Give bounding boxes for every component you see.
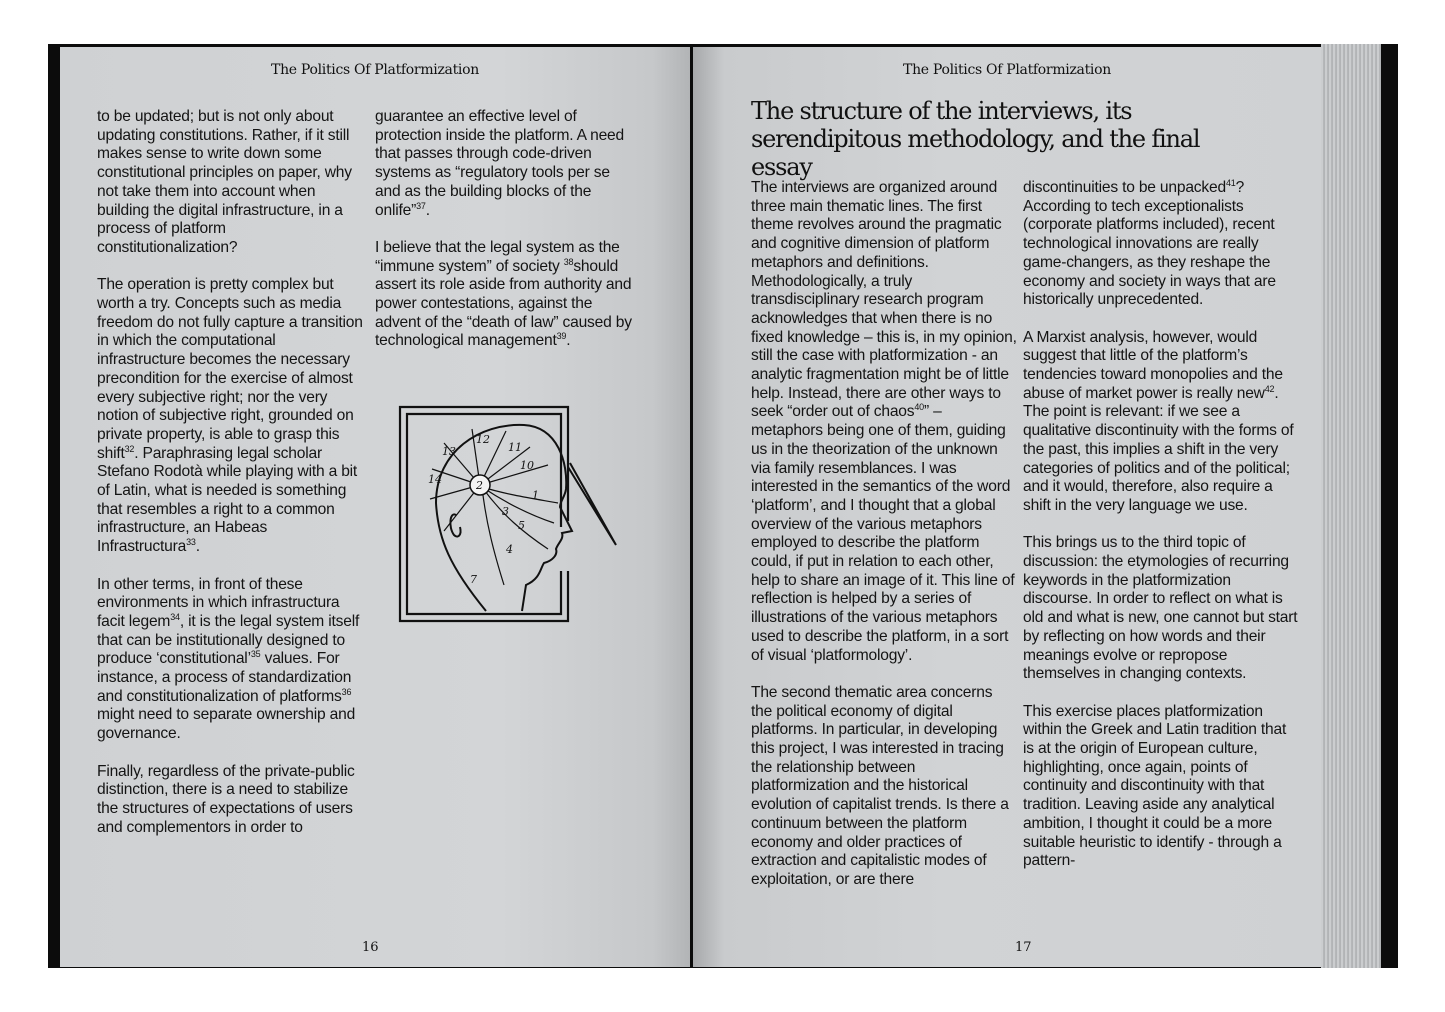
diagram-number: 10 bbox=[520, 459, 534, 472]
running-head-right: The Politics Of Platformization bbox=[903, 62, 1111, 78]
diagram-number: 1 bbox=[532, 489, 539, 502]
page-edges bbox=[1321, 44, 1381, 968]
right-column-1 bbox=[751, 179, 1017, 908]
paragraph: The second thematic area concerns the political economy of digital platforms. In particular, in developing this project, I was interested in tracing the relationship between platformization and the historical evolution of capitalist trends. Is there a continuum between the platform economy and older practices of extraction and capitalistic modes of exploitation, or are there bbox=[751, 683, 1009, 888]
footnote-ref: 39 bbox=[556, 331, 567, 342]
footnote-ref: 33 bbox=[186, 536, 196, 547]
diagram-number: 2 bbox=[476, 479, 483, 492]
footnote-ref: 32 bbox=[124, 443, 135, 454]
paragraph: A Marxist analysis, however, would suggest that little of the platform’s tendencies toward monopolies and the abuse of market power is really new$^{42}$. The point is relevant: if we see a qualitative discontinuity with the forms of the past, this implies a shift in the very categories of politics and of the political; and it would, therefore, also require a shift in the very language we use. bbox=[1023, 328, 1294, 514]
paragraph: This brings us to the third topic of discussion: the etymologies of recurring keywords in the platformization discourse. In order to reflect on what is old and what is new, one cannot but start by reflecting on how words and their meanings evolve or repropose themselves in changing contexts. bbox=[1023, 534, 1298, 683]
paragraph: discontinuities to be unpacked$^{41}$? According to tech exceptionalists (corporate platforms included), recent technological innovations are really game-changers, as they reshape the economy and society in ways that are historically unprecedented. bbox=[1023, 177, 1276, 309]
diagram-number: 13 bbox=[442, 445, 456, 458]
footnote-ref: 34 bbox=[170, 611, 180, 622]
diagram-number: 5 bbox=[518, 519, 525, 532]
footnote-ref: 40 bbox=[914, 402, 924, 413]
left-column-1 bbox=[97, 108, 365, 856]
paragraph: The operation is pretty complex but worth a try. Concepts such as media freedom do not fully capture a transition in which the computational infrastructure becomes the necessary precondition for the exercise of almost every subjective right; nor the very notion of subjective right, grounded on private property, is able to grasp this shift$^{32}$. Paraphrasing legal scholar Stefano Rodotà while playing with a bit of Latin, what is needed is something that resembles a right to a common infrastructure, an Habeas Infrastructura$^{33}$. bbox=[97, 276, 363, 556]
footnote-ref: 38 bbox=[563, 256, 574, 267]
open-book bbox=[48, 44, 1398, 968]
footnote-ref: 36 bbox=[341, 686, 352, 697]
paragraph: This exercise places platformization within the Greek and Latin tradition that is at the origin of European culture, highlighting, once again, points of continuity and discontinuity with that tradition. Leaving aside any analytical ambition, I thought it could be a more suitable heuristic to identify - through a pattern- bbox=[1023, 702, 1287, 870]
running-head-left: The Politics Of Platformization bbox=[271, 62, 479, 78]
paragraph: I believe that the legal system as the “immune system” of society $^{38}$should assert its role aside from authority and power contestations, against the advent of the “death of law” caused by technological management$^{39}$. bbox=[375, 238, 632, 350]
footnote-ref: 42 bbox=[1264, 383, 1275, 394]
paragraph: guarantee an effective level of protection inside the platform. A need that passes through code-driven systems as “regulatory tools per se and as the building blocks of the onlife”$^{37}$. bbox=[375, 108, 624, 219]
footnote-ref: 35 bbox=[250, 649, 261, 660]
page-number-left: 16 bbox=[362, 940, 379, 955]
diagram-number: 3 bbox=[502, 505, 509, 518]
paragraph: The interviews are organized around three main thematic lines. The first theme revolves around the pragmatic and cognitive dimension of platform metaphors and definitions. Methodologically, a truly transdisciplinary research program acknowledges that when there is no fixed knowledge – this is, in my opinion, still the case with platformization - an analytic fragmentation might be of little help. Instead, there are other ways to seek “order out of chaos$^{40}$” – metaphors being one of them, guiding us in the theorization of the unknown via family resemblances. I was interested in the semantics of the word ‘platform’, and I thought that a global overview of the various metaphors employed to describe the platform could, if put in relation to each other, help to share an image of it. This line of reflection is helped by a series of illustrations of the various metaphors used to describe the platform, in a sort of visual ‘platformology’. bbox=[751, 179, 1017, 664]
head-diagram-illustration bbox=[398, 403, 622, 635]
diagram-number: 4 bbox=[506, 543, 513, 556]
page-number-right: 17 bbox=[1015, 940, 1032, 955]
right-page bbox=[693, 47, 1321, 967]
section-heading: The structure of the interviews, its serendipitous methodology, and the final essay bbox=[751, 97, 1200, 181]
paragraph: In other terms, in front of these environments in which infrastructura facit legem$^{34}$, it is the legal system itself that can be institutionally designed to produce ‘constitutional’$^{35}$ values. For instance, a process of standardization and constitutionalization of platforms$^{36}$ might need to separate ownership and governance. bbox=[97, 575, 360, 743]
left-column-2 bbox=[375, 108, 639, 370]
diagram-number: 14 bbox=[428, 473, 442, 486]
right-column-2 bbox=[1023, 179, 1301, 890]
diagram-number: 7 bbox=[470, 573, 477, 586]
paragraph: Finally, regardless of the private-public distinction, there is a need to stabilize the structures of expectations of users and complementors in order to bbox=[97, 762, 355, 836]
footnote-ref: 37 bbox=[416, 200, 426, 211]
footnote-ref: 41 bbox=[1225, 177, 1236, 188]
diagram-number: 12 bbox=[476, 433, 490, 446]
paragraph: to be updated; but is not only about updating constitutions. Rather, if it still makes sense to write down some constitutional principles on paper, why not take them into account when building the digital infrastructure, in a process of platform constitutionalization? bbox=[97, 108, 352, 256]
left-page bbox=[60, 47, 690, 967]
diagram-number: 11 bbox=[508, 441, 522, 454]
